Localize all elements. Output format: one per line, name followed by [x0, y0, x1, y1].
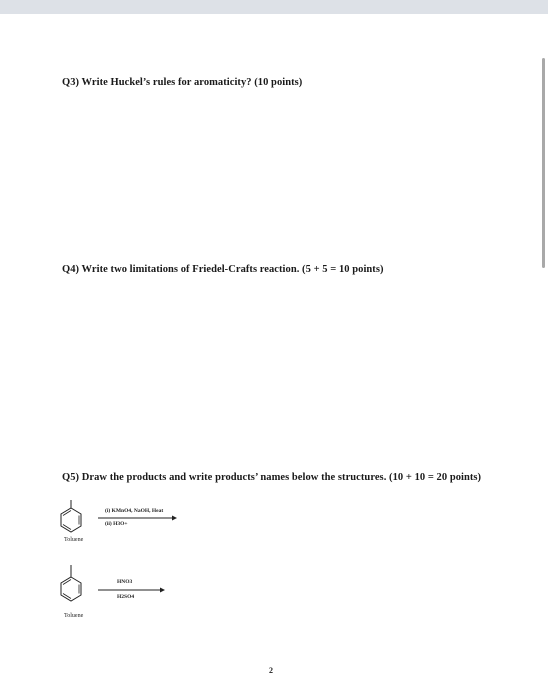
question-q5: Q5) Draw the products and write products’ names below the structures. (10 + 10 = 20 points)	[62, 472, 482, 483]
page-number: 2	[269, 666, 273, 675]
reagent-bottom: H2SO4	[117, 594, 135, 600]
reactant-label: Toluene	[64, 613, 84, 619]
toluene-structure-icon	[55, 500, 95, 540]
viewer-top-bar	[0, 0, 548, 14]
reactant-label: Toluene	[64, 537, 84, 543]
question-q4: Q4) Write two limitations of Friedel-Crafts reaction. (5 + 5 = 10 points)	[62, 264, 384, 275]
question-q3: Q3) Write Huckel’s rules for aromaticity? (10 points)	[62, 77, 303, 88]
reagent-top: (i) KMnO4, NaOH, Heat	[105, 508, 164, 514]
reaction-arrow-icon	[98, 587, 178, 593]
scrollbar-thumb[interactable]	[542, 58, 545, 268]
vertical-scrollbar[interactable]	[540, 14, 548, 700]
reagent-bottom: (ii) H3O+	[105, 521, 128, 527]
toluene-structure-icon	[55, 565, 95, 605]
reagent-top: HNO3	[117, 579, 133, 585]
